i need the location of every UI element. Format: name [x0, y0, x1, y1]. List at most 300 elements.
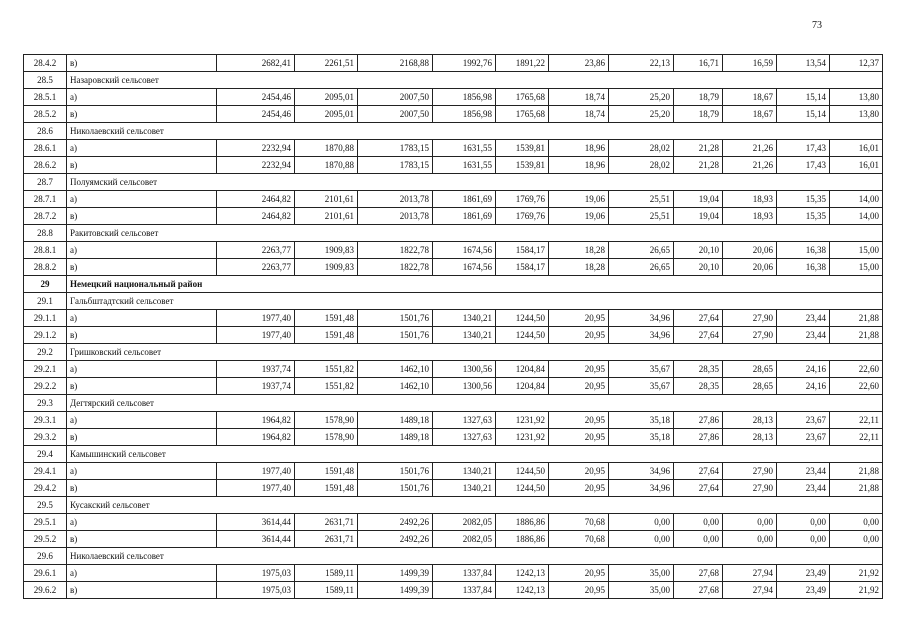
- value-cell: 1977,40: [217, 463, 295, 480]
- row-code: 28.5.1: [24, 89, 67, 106]
- table-row: [24, 89, 883, 106]
- value-cell: 1551,82: [295, 361, 358, 378]
- value-cell: 1501,76: [358, 480, 433, 497]
- value-cell: 20,06: [723, 259, 777, 276]
- value-cell: 1244,50: [496, 310, 549, 327]
- row-code: 29.3.1: [24, 412, 67, 429]
- value-cell: 23,44: [777, 310, 830, 327]
- value-cell: 13,80: [830, 106, 883, 123]
- value-cell: 16,59: [723, 55, 777, 72]
- section-title: Немецкий национальный район: [67, 276, 883, 293]
- value-cell: 1231,92: [496, 412, 549, 429]
- value-cell: 2464,82: [217, 208, 295, 225]
- value-cell: 1674,56: [433, 259, 496, 276]
- value-cell: 1501,76: [358, 327, 433, 344]
- value-cell: 20,06: [723, 242, 777, 259]
- row-subitem: в): [67, 208, 217, 225]
- value-cell: 1783,15: [358, 157, 433, 174]
- row-code: 29.4.1: [24, 463, 67, 480]
- value-cell: 28,35: [674, 361, 723, 378]
- row-subitem: а): [67, 191, 217, 208]
- value-cell: 1591,48: [295, 463, 358, 480]
- value-cell: 18,93: [723, 191, 777, 208]
- row-subitem: в): [67, 531, 217, 548]
- value-cell: 20,10: [674, 242, 723, 259]
- value-cell: 28,65: [723, 378, 777, 395]
- value-cell: 1589,11: [295, 582, 358, 599]
- value-cell: 2101,61: [295, 208, 358, 225]
- row-code: 28.6.1: [24, 140, 67, 157]
- section-header-row: [24, 225, 883, 242]
- row-subitem: в): [67, 378, 217, 395]
- value-cell: 2095,01: [295, 106, 358, 123]
- value-cell: 27,90: [723, 327, 777, 344]
- value-cell: 20,95: [549, 582, 609, 599]
- row-subitem: а): [67, 140, 217, 157]
- value-cell: 1765,68: [496, 89, 549, 106]
- value-cell: 1340,21: [433, 480, 496, 497]
- value-cell: 18,79: [674, 89, 723, 106]
- table-row: [24, 259, 883, 276]
- value-cell: 21,88: [830, 480, 883, 497]
- value-cell: 35,00: [609, 565, 674, 582]
- row-subitem: в): [67, 429, 217, 446]
- value-cell: 20,95: [549, 310, 609, 327]
- value-cell: 1539,81: [496, 157, 549, 174]
- table-row: [24, 531, 883, 548]
- value-cell: 1244,50: [496, 463, 549, 480]
- value-cell: 27,68: [674, 582, 723, 599]
- value-cell: 14,00: [830, 208, 883, 225]
- value-cell: 2232,94: [217, 140, 295, 157]
- value-cell: 1327,63: [433, 412, 496, 429]
- value-cell: 70,68: [549, 514, 609, 531]
- value-cell: 1937,74: [217, 361, 295, 378]
- row-code: 29.2.1: [24, 361, 67, 378]
- table-row: [24, 582, 883, 599]
- table-row: [24, 310, 883, 327]
- value-cell: 1244,50: [496, 480, 549, 497]
- value-cell: 27,64: [674, 327, 723, 344]
- row-code: 29: [24, 276, 67, 293]
- value-cell: 28,02: [609, 157, 674, 174]
- value-cell: 2007,50: [358, 106, 433, 123]
- value-cell: 35,18: [609, 412, 674, 429]
- value-cell: 1856,98: [433, 106, 496, 123]
- value-cell: 1909,83: [295, 242, 358, 259]
- value-cell: 1765,68: [496, 106, 549, 123]
- row-subitem: в): [67, 480, 217, 497]
- row-code: 28.7: [24, 174, 67, 191]
- value-cell: 1886,86: [496, 514, 549, 531]
- value-cell: 20,95: [549, 565, 609, 582]
- row-code: 29.1: [24, 293, 67, 310]
- value-cell: 27,90: [723, 463, 777, 480]
- row-code: 28.7.1: [24, 191, 67, 208]
- value-cell: 27,86: [674, 429, 723, 446]
- value-cell: 2101,61: [295, 191, 358, 208]
- row-subitem: в): [67, 55, 217, 72]
- value-cell: 0,00: [609, 514, 674, 531]
- value-cell: 2464,82: [217, 191, 295, 208]
- section-title: Дегтярский сельсовет: [67, 395, 883, 412]
- value-cell: 1489,18: [358, 412, 433, 429]
- table-row: [24, 106, 883, 123]
- value-cell: 27,64: [674, 310, 723, 327]
- row-subitem: а): [67, 89, 217, 106]
- value-cell: 1340,21: [433, 310, 496, 327]
- value-cell: 1337,84: [433, 582, 496, 599]
- value-cell: 1551,82: [295, 378, 358, 395]
- value-cell: 13,54: [777, 55, 830, 72]
- value-cell: 23,44: [777, 480, 830, 497]
- value-cell: 18,67: [723, 89, 777, 106]
- row-subitem: в): [67, 157, 217, 174]
- row-code: 29.1.2: [24, 327, 67, 344]
- value-cell: 1584,17: [496, 259, 549, 276]
- table-row: [24, 463, 883, 480]
- value-cell: 1501,76: [358, 310, 433, 327]
- value-cell: 21,88: [830, 327, 883, 344]
- row-subitem: а): [67, 565, 217, 582]
- value-cell: 1300,56: [433, 361, 496, 378]
- value-cell: 34,96: [609, 310, 674, 327]
- value-cell: 1337,84: [433, 565, 496, 582]
- value-cell: 15,35: [777, 191, 830, 208]
- section-header-row: [24, 174, 883, 191]
- row-code: 29.1.1: [24, 310, 67, 327]
- row-code: 29.6.2: [24, 582, 67, 599]
- row-code: 28.8.2: [24, 259, 67, 276]
- value-cell: 16,71: [674, 55, 723, 72]
- value-cell: 2492,26: [358, 531, 433, 548]
- value-cell: 1242,13: [496, 565, 549, 582]
- table-row: [24, 157, 883, 174]
- value-cell: 2454,46: [217, 106, 295, 123]
- value-cell: 3614,44: [217, 514, 295, 531]
- table-row: [24, 140, 883, 157]
- row-subitem: а): [67, 310, 217, 327]
- row-code: 29.6: [24, 548, 67, 565]
- value-cell: 18,67: [723, 106, 777, 123]
- value-cell: 1975,03: [217, 582, 295, 599]
- value-cell: 17,43: [777, 157, 830, 174]
- value-cell: 1937,74: [217, 378, 295, 395]
- value-cell: 1783,15: [358, 140, 433, 157]
- table-row: [24, 514, 883, 531]
- value-cell: 1204,84: [496, 378, 549, 395]
- value-cell: 0,00: [674, 531, 723, 548]
- value-cell: 27,94: [723, 582, 777, 599]
- value-cell: 2492,26: [358, 514, 433, 531]
- value-cell: 23,86: [549, 55, 609, 72]
- value-cell: 25,51: [609, 191, 674, 208]
- value-cell: 27,90: [723, 310, 777, 327]
- value-cell: 1870,88: [295, 140, 358, 157]
- value-cell: 1822,78: [358, 259, 433, 276]
- value-cell: 16,38: [777, 259, 830, 276]
- section-title: Ракитовский сельсовет: [67, 225, 883, 242]
- value-cell: 18,79: [674, 106, 723, 123]
- value-cell: 3614,44: [217, 531, 295, 548]
- value-cell: 20,10: [674, 259, 723, 276]
- section-title: Камышинский сельсовет: [67, 446, 883, 463]
- value-cell: 27,86: [674, 412, 723, 429]
- value-cell: 1340,21: [433, 463, 496, 480]
- value-cell: 1891,22: [496, 55, 549, 72]
- value-cell: 15,14: [777, 89, 830, 106]
- row-subitem: а): [67, 514, 217, 531]
- value-cell: 0,00: [723, 531, 777, 548]
- section-header-row: [24, 548, 883, 565]
- value-cell: 20,95: [549, 378, 609, 395]
- value-cell: 18,74: [549, 106, 609, 123]
- value-cell: 1244,50: [496, 327, 549, 344]
- value-cell: 1822,78: [358, 242, 433, 259]
- section-header-row: [24, 395, 883, 412]
- value-cell: 1578,90: [295, 429, 358, 446]
- value-cell: 17,43: [777, 140, 830, 157]
- value-cell: 1631,55: [433, 140, 496, 157]
- row-code: 29.3.2: [24, 429, 67, 446]
- row-subitem: в): [67, 259, 217, 276]
- value-cell: 2682,41: [217, 55, 295, 72]
- row-code: 29.5.1: [24, 514, 67, 531]
- value-cell: 35,67: [609, 361, 674, 378]
- value-cell: 2454,46: [217, 89, 295, 106]
- table-row: [24, 480, 883, 497]
- value-cell: 2631,71: [295, 514, 358, 531]
- row-code: 28.5: [24, 72, 67, 89]
- value-cell: 21,92: [830, 582, 883, 599]
- value-cell: 2263,77: [217, 259, 295, 276]
- value-cell: 19,04: [674, 191, 723, 208]
- value-cell: 2007,50: [358, 89, 433, 106]
- section-header-row: [24, 497, 883, 514]
- value-cell: 1870,88: [295, 157, 358, 174]
- value-cell: 1539,81: [496, 140, 549, 157]
- section-title: Николаевский сельсовет: [67, 548, 883, 565]
- value-cell: 23,44: [777, 463, 830, 480]
- value-cell: 21,92: [830, 565, 883, 582]
- value-cell: 21,88: [830, 463, 883, 480]
- row-code: 29.2.2: [24, 378, 67, 395]
- value-cell: 15,00: [830, 259, 883, 276]
- value-cell: 1591,48: [295, 327, 358, 344]
- row-subitem: в): [67, 327, 217, 344]
- value-cell: 1462,10: [358, 378, 433, 395]
- value-cell: 21,88: [830, 310, 883, 327]
- value-cell: 20,95: [549, 327, 609, 344]
- table-row: [24, 565, 883, 582]
- value-cell: 1578,90: [295, 412, 358, 429]
- row-code: 29.4: [24, 446, 67, 463]
- value-cell: 22,60: [830, 378, 883, 395]
- tariff-table: [23, 54, 883, 599]
- value-cell: 1631,55: [433, 157, 496, 174]
- row-code: 28.5.2: [24, 106, 67, 123]
- value-cell: 18,74: [549, 89, 609, 106]
- row-code: 28.4.2: [24, 55, 67, 72]
- value-cell: 22,60: [830, 361, 883, 378]
- row-subitem: а): [67, 412, 217, 429]
- value-cell: 1501,76: [358, 463, 433, 480]
- value-cell: 15,35: [777, 208, 830, 225]
- value-cell: 1977,40: [217, 480, 295, 497]
- value-cell: 20,95: [549, 361, 609, 378]
- value-cell: 34,96: [609, 327, 674, 344]
- value-cell: 21,26: [723, 157, 777, 174]
- value-cell: 25,20: [609, 89, 674, 106]
- table-row: [24, 378, 883, 395]
- value-cell: 1499,39: [358, 582, 433, 599]
- value-cell: 1769,76: [496, 208, 549, 225]
- value-cell: 1909,83: [295, 259, 358, 276]
- value-cell: 19,06: [549, 191, 609, 208]
- value-cell: 2168,88: [358, 55, 433, 72]
- value-cell: 16,38: [777, 242, 830, 259]
- section-title: Гальбштадтский сельсовет: [67, 293, 883, 310]
- section-title: Кусакский сельсовет: [67, 497, 883, 514]
- value-cell: 34,96: [609, 480, 674, 497]
- value-cell: 26,65: [609, 242, 674, 259]
- value-cell: 0,00: [830, 514, 883, 531]
- value-cell: 27,94: [723, 565, 777, 582]
- table-row: [24, 412, 883, 429]
- table-row: [24, 208, 883, 225]
- value-cell: 2263,77: [217, 242, 295, 259]
- row-code: 29.4.2: [24, 480, 67, 497]
- value-cell: 1591,48: [295, 480, 358, 497]
- value-cell: 23,67: [777, 429, 830, 446]
- value-cell: 1327,63: [433, 429, 496, 446]
- value-cell: 1489,18: [358, 429, 433, 446]
- value-cell: 15,14: [777, 106, 830, 123]
- value-cell: 2082,05: [433, 514, 496, 531]
- row-code: 29.5: [24, 497, 67, 514]
- value-cell: 1977,40: [217, 327, 295, 344]
- value-cell: 1769,76: [496, 191, 549, 208]
- value-cell: 1300,56: [433, 378, 496, 395]
- value-cell: 20,95: [549, 480, 609, 497]
- value-cell: 23,67: [777, 412, 830, 429]
- section-header-row: [24, 446, 883, 463]
- row-code: 28.8.1: [24, 242, 67, 259]
- value-cell: 2082,05: [433, 531, 496, 548]
- row-subitem: а): [67, 242, 217, 259]
- value-cell: 19,06: [549, 208, 609, 225]
- value-cell: 27,90: [723, 480, 777, 497]
- value-cell: 20,95: [549, 463, 609, 480]
- value-cell: 0,00: [674, 514, 723, 531]
- section-title: Николаевский сельсовет: [67, 123, 883, 140]
- value-cell: 2013,78: [358, 191, 433, 208]
- value-cell: 21,28: [674, 157, 723, 174]
- section-title: Назаровский сельсовет: [67, 72, 883, 89]
- value-cell: 1589,11: [295, 565, 358, 582]
- value-cell: 0,00: [723, 514, 777, 531]
- value-cell: 1861,69: [433, 191, 496, 208]
- row-code: 29.6.1: [24, 565, 67, 582]
- value-cell: 1591,48: [295, 310, 358, 327]
- value-cell: 22,11: [830, 412, 883, 429]
- value-cell: 1584,17: [496, 242, 549, 259]
- value-cell: 70,68: [549, 531, 609, 548]
- value-cell: 0,00: [830, 531, 883, 548]
- section-header-row: [24, 123, 883, 140]
- value-cell: 26,65: [609, 259, 674, 276]
- value-cell: 27,64: [674, 480, 723, 497]
- value-cell: 1861,69: [433, 208, 496, 225]
- row-subitem: в): [67, 582, 217, 599]
- value-cell: 1856,98: [433, 89, 496, 106]
- value-cell: 19,04: [674, 208, 723, 225]
- row-code: 28.8: [24, 225, 67, 242]
- value-cell: 1231,92: [496, 429, 549, 446]
- table-row: [24, 361, 883, 378]
- value-cell: 22,11: [830, 429, 883, 446]
- value-cell: 18,28: [549, 242, 609, 259]
- value-cell: 0,00: [777, 514, 830, 531]
- value-cell: 13,80: [830, 89, 883, 106]
- value-cell: 35,67: [609, 378, 674, 395]
- table-row: [24, 55, 883, 72]
- value-cell: 27,64: [674, 463, 723, 480]
- value-cell: 21,26: [723, 140, 777, 157]
- table-row: [24, 327, 883, 344]
- row-code: 29.5.2: [24, 531, 67, 548]
- value-cell: 23,44: [777, 327, 830, 344]
- value-cell: 1992,76: [433, 55, 496, 72]
- table-row: [24, 242, 883, 259]
- value-cell: 2095,01: [295, 89, 358, 106]
- table-row: [24, 191, 883, 208]
- value-cell: 23,49: [777, 565, 830, 582]
- row-code: 29.3: [24, 395, 67, 412]
- district-header-row: [24, 276, 883, 293]
- value-cell: 35,00: [609, 582, 674, 599]
- value-cell: 20,95: [549, 412, 609, 429]
- row-subitem: в): [67, 106, 217, 123]
- row-code: 29.2: [24, 344, 67, 361]
- value-cell: 21,28: [674, 140, 723, 157]
- value-cell: 20,95: [549, 429, 609, 446]
- value-cell: 0,00: [609, 531, 674, 548]
- value-cell: 1964,82: [217, 412, 295, 429]
- value-cell: 1886,86: [496, 531, 549, 548]
- value-cell: 16,01: [830, 157, 883, 174]
- section-header-row: [24, 72, 883, 89]
- value-cell: 18,28: [549, 259, 609, 276]
- value-cell: 22,13: [609, 55, 674, 72]
- section-header-row: [24, 344, 883, 361]
- value-cell: 1975,03: [217, 565, 295, 582]
- value-cell: 1340,21: [433, 327, 496, 344]
- table-row: [24, 429, 883, 446]
- section-title: Полуямский сельсовет: [67, 174, 883, 191]
- value-cell: 2232,94: [217, 157, 295, 174]
- value-cell: 18,93: [723, 208, 777, 225]
- value-cell: 2631,71: [295, 531, 358, 548]
- value-cell: 23,49: [777, 582, 830, 599]
- value-cell: 25,51: [609, 208, 674, 225]
- value-cell: 24,16: [777, 361, 830, 378]
- value-cell: 1977,40: [217, 310, 295, 327]
- value-cell: 28,35: [674, 378, 723, 395]
- value-cell: 1242,13: [496, 582, 549, 599]
- row-code: 28.7.2: [24, 208, 67, 225]
- value-cell: 16,01: [830, 140, 883, 157]
